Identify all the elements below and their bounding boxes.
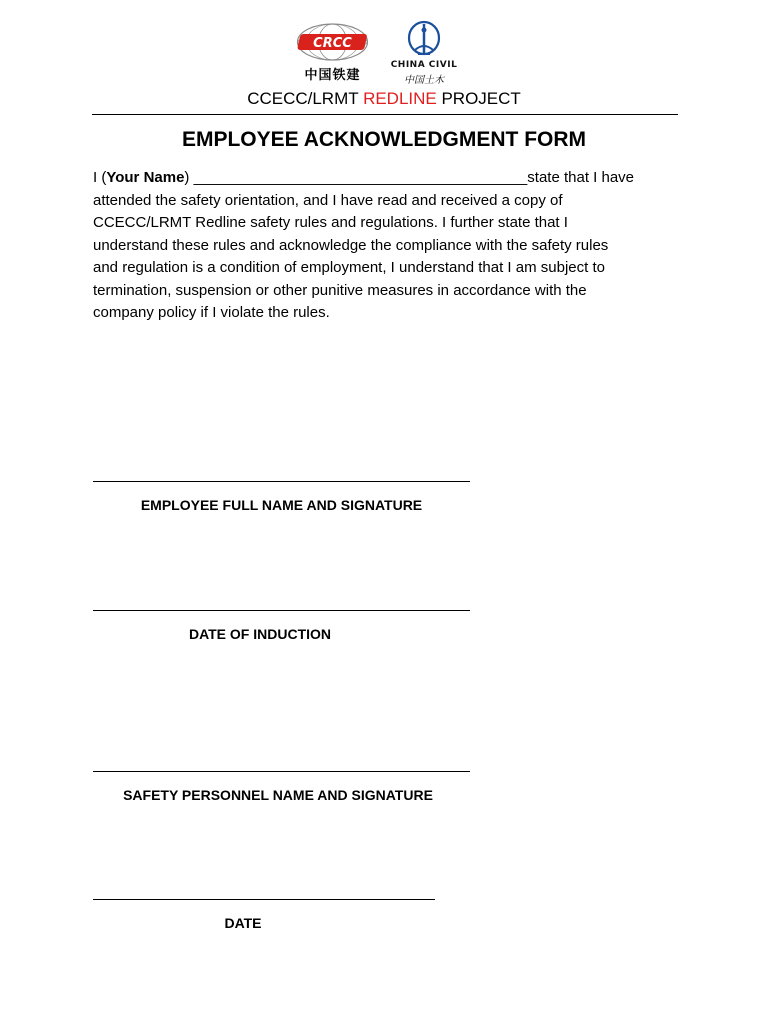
safety-personnel-signature-line[interactable] [93,771,470,772]
china-civil-chinese-name: 中国土木 [404,75,444,86]
statement-text: I ( [93,169,107,186]
statement-line-5: and regulation is a condition of employment, I understand that I am subject to [93,259,605,276]
project-prefix: CCECC/LRMT [247,89,364,108]
crcc-logo [295,22,370,84]
acknowledgment-statement [93,167,683,325]
statement-line-6: termination, suspension or other punitive measures in accordance with the [93,281,587,299]
statement-line-3: CCECC/LRMT Redline safety rules and regulations. I further state that I [93,214,568,231]
date-line[interactable] [93,899,435,900]
employee-signature-line[interactable] [93,481,470,482]
statement-line-2: attended the safety orientation, and I have read and received a copy of [93,191,563,209]
date-label: DATE [224,915,262,931]
project-title [0,89,768,109]
your-name-label: Your Name [106,169,185,186]
china-civil-name: CHINA CIVIL [390,60,458,70]
project-suffix: PROJECT [436,89,521,108]
china-civil-logo [388,20,460,84]
project-highlight: REDLINE [363,89,437,108]
employee-signature-label: EMPLOYEE FULL NAME AND SIGNATURE [140,497,423,513]
statement-line-4: understand these rules and acknowledge the compliance with the safety rules [93,236,609,254]
statement-line-1 [93,167,683,190]
svg-text:CRCC: CRCC [313,36,352,51]
safety-personnel-signature-label: SAFETY PERSONNEL NAME AND SIGNATURE [123,787,433,803]
statement-line-7: company policy if I violate the rules. [93,304,330,321]
china-civil-emblem-icon [388,20,460,60]
crcc-chinese-name: 中国铁建 [304,68,361,83]
header-divider [92,114,678,115]
name-blank[interactable]: ) ________________________________________state that I have [184,169,635,186]
form-title: EMPLOYEE ACKNOWLEDGMENT FORM [181,128,587,151]
induction-date-line[interactable] [93,610,470,611]
crcc-emblem-icon [295,22,370,64]
induction-date-label: DATE OF INDUCTION [188,626,332,642]
